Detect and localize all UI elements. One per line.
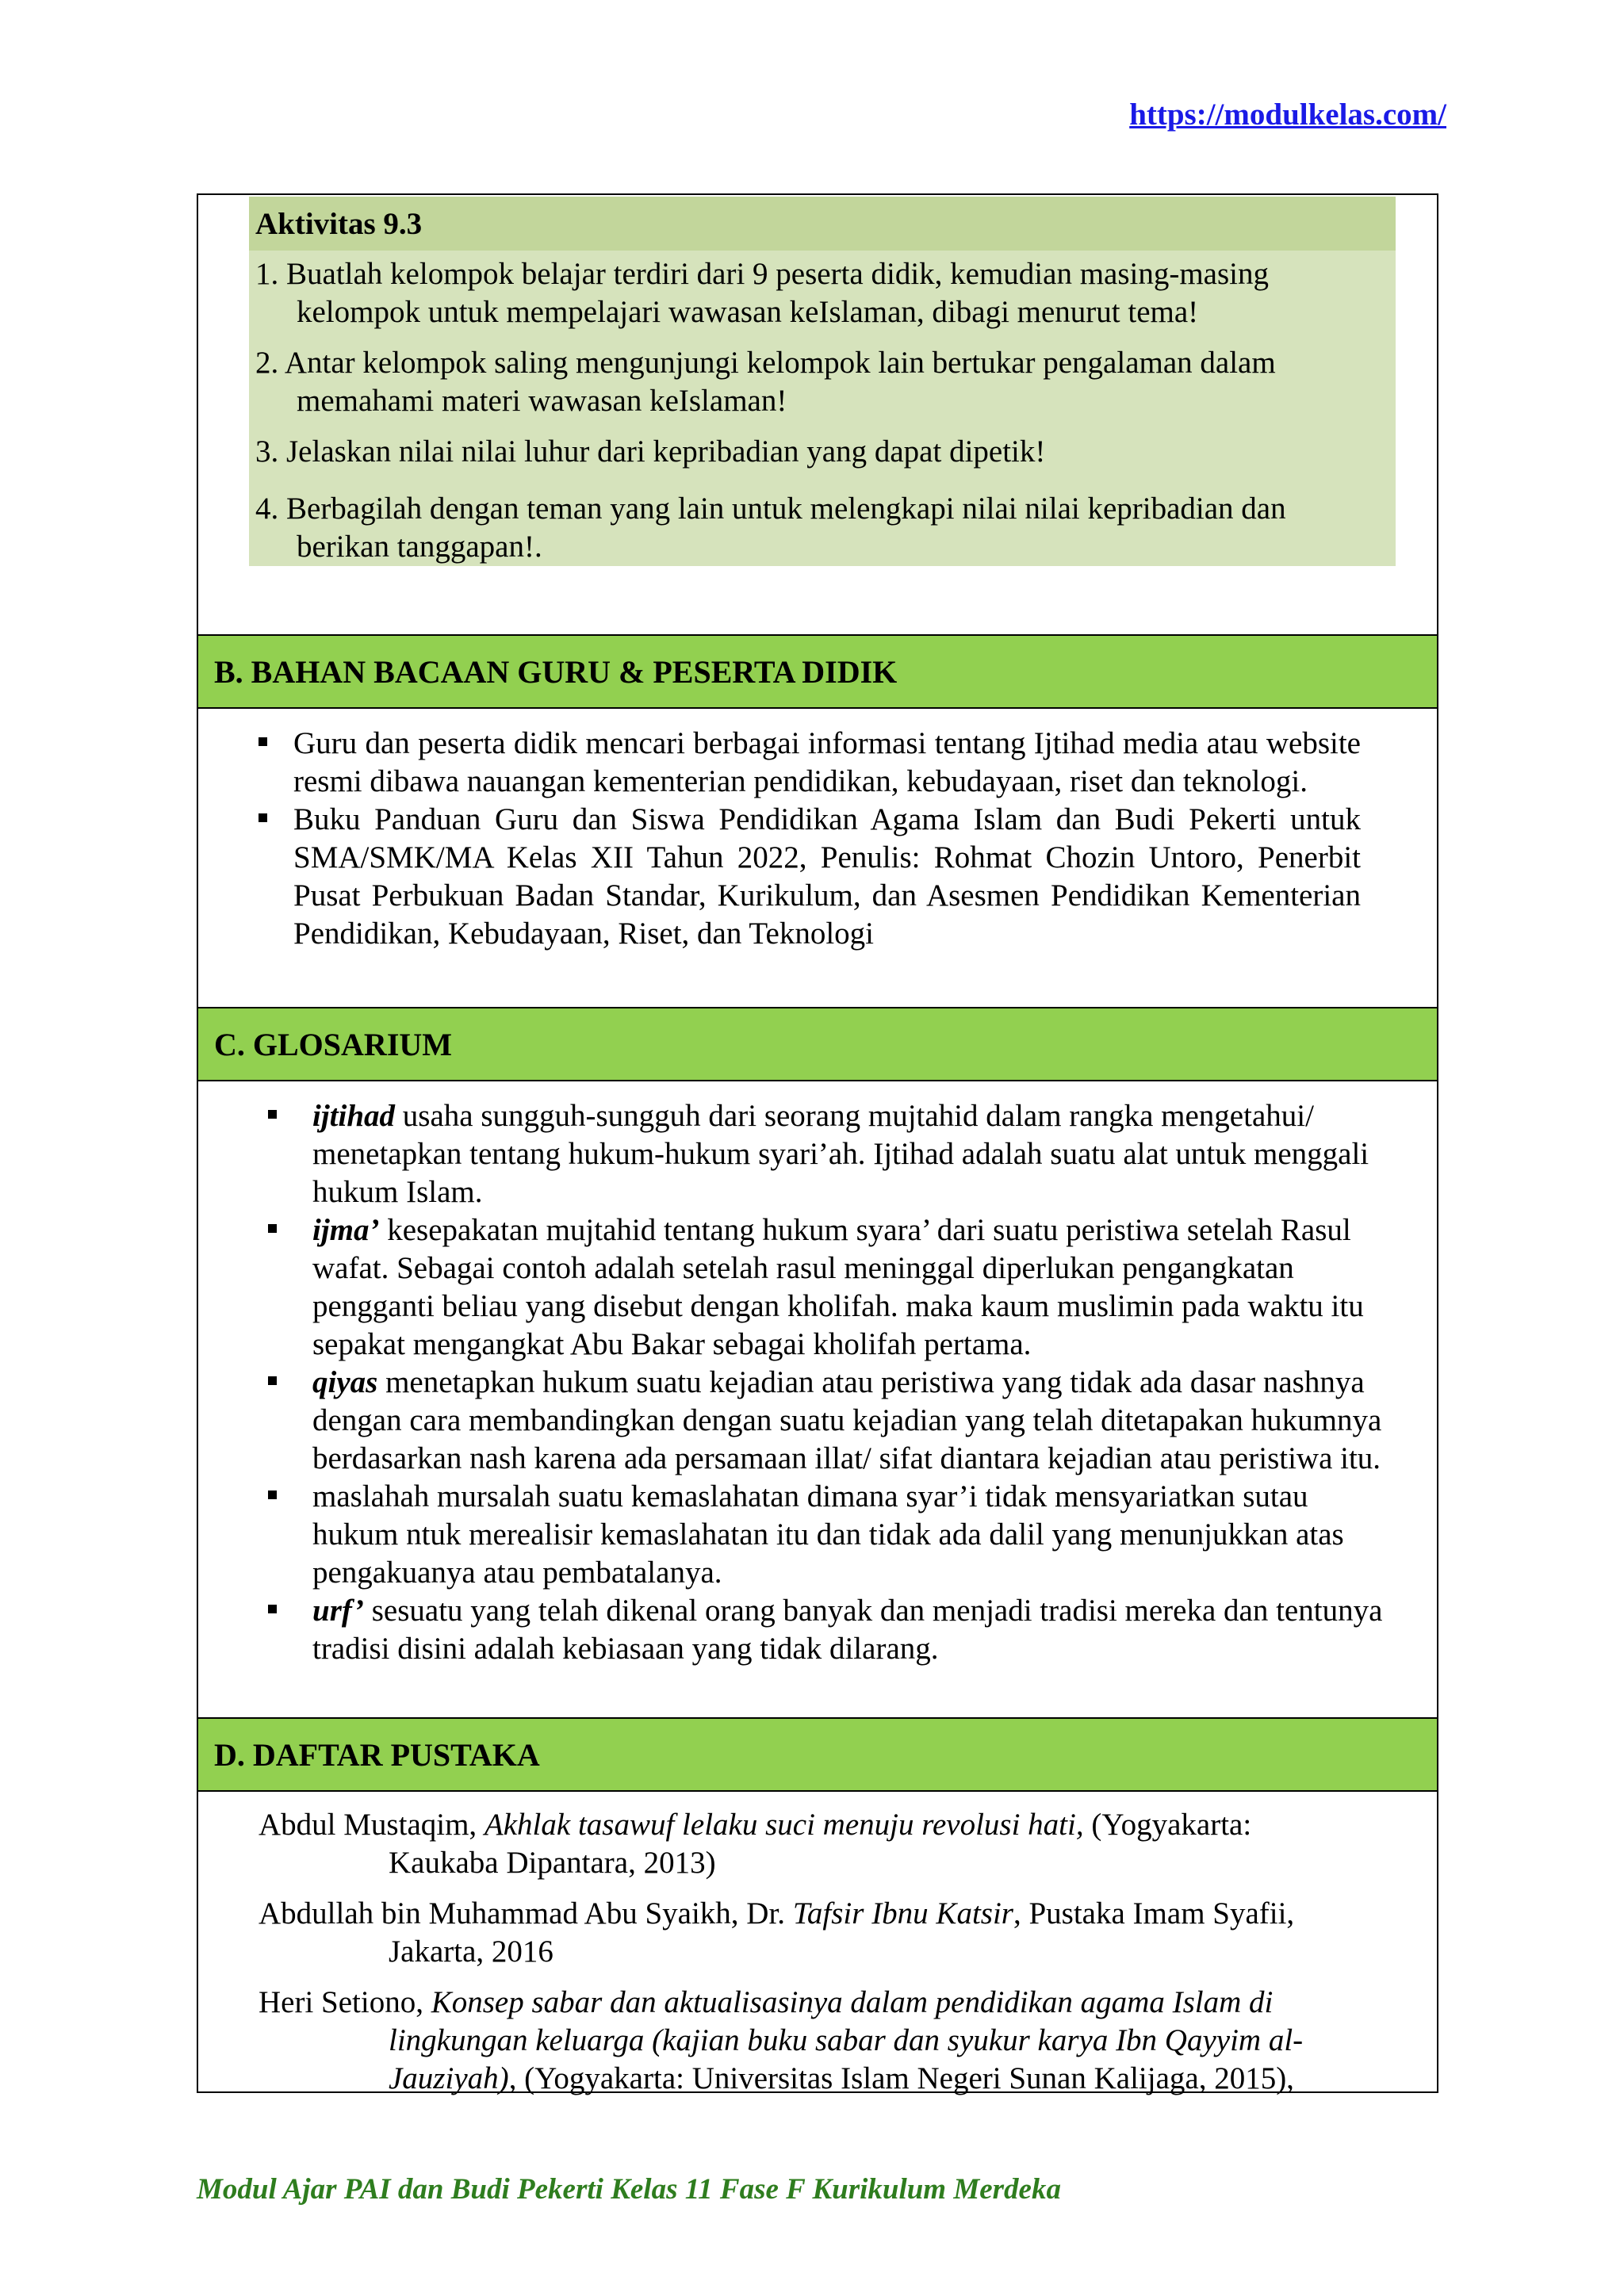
reference-entry <box>259 1895 1372 1971</box>
bullet-square-icon <box>268 1605 277 1613</box>
reference-publisher: , Pustaka Imam Syafii, <box>1013 1896 1295 1931</box>
footer-text: Modul Ajar PAI dan Budi Pekerti Kelas 11 Fase F Kurikulum Merdeka <box>197 2173 1061 2206</box>
module-table <box>197 193 1438 2093</box>
reading-item <box>293 725 1361 801</box>
reference-entry <box>259 1806 1372 1882</box>
bullet-square-icon <box>268 1490 277 1499</box>
glossary-definition: kesepakatan mujtahid tentang hukum syara’ dari suatu peristiwa setelah Rasul wafat. Sebagai contoh adalah setelah rasul meninggal diperlukan pengangkatan pengganti beliau yang disebut dengan kholifah. maka kaum muslimin pada waktu itu sepakat mengangkat Abu Bakar sebagai kholifah pertama. <box>312 1213 1364 1361</box>
glossary-definition: sesuatu yang telah dikenal orang banyak dan menjadi tradisi mereka dan tentunya tradisi disini adalah kebiasaan yang tidak dilarang. <box>312 1594 1383 1666</box>
section-d-header <box>198 1717 1437 1792</box>
glossary-term: urf’ <box>312 1594 364 1628</box>
reading-item-text: Guru dan peserta didik mencari berbagai informasi tentang Ijtihad media atau website resmi dibawa nauangan kementerian pendidikan, kebudayaan, riset dan teknologi. <box>293 726 1361 798</box>
activity-item-line: memahami materi wawasan keIslaman! <box>297 384 787 418</box>
glossary-definition: usaha sungguh-sungguh dari seorang mujtahid dalam rangka mengetahui/ menetapkan tentang hukum-hukum syari’ah. Ijtihad adalah suatu alat untuk menggali hukum Islam. <box>312 1099 1369 1209</box>
activity-item <box>255 255 1381 331</box>
glossary-term: ijtihad <box>312 1099 396 1133</box>
glossary-term: ijma’ <box>312 1213 380 1247</box>
activity-item-line: 2. Antar kelompok saling mengunjungi kelompok lain bertukar pengalaman dalam <box>255 346 1276 380</box>
reference-publisher: Jakarta, 2016 <box>389 1934 553 1969</box>
reference-title: Jauziyah), <box>389 2061 517 2095</box>
section-c-header <box>198 1007 1437 1081</box>
reference-entry <box>259 1984 1372 2098</box>
activity-item <box>255 490 1381 566</box>
reference-title: Akhlak tasawuf lelaku suci menuju revolusi hati, <box>484 1808 1084 1842</box>
activity-box <box>249 197 1396 566</box>
reading-item-text: Buku Panduan Guru dan Siswa Pendidikan Agama Islam dan Budi Pekerti untuk SMA/SMK/MA Kelas XII Tahun 2022, Penulis: Rohmat Chozin Untoro, Penerbit Pusat Perbukuan Badan Standar, Kurikulum, dan Asesmen Pendidikan Kementerian Pendidikan, Kebudayaan, Riset, dan Teknologi <box>293 802 1361 951</box>
activity-item <box>255 433 1381 471</box>
glossary-term: qiyas <box>312 1365 378 1399</box>
reference-title: Konsep sabar dan aktualisasinya dalam pendidikan agama Islam di <box>431 1985 1274 2019</box>
glossary-item <box>312 1211 1391 1364</box>
activity-item-line: 3. Jelaskan nilai nilai luhur dari kepribadian yang dapat dipetik! <box>255 434 1046 469</box>
glossary-definition: menetapkan hukum suatu kejadian atau peristiwa yang tidak ada dasar nashnya dengan cara membandingkan dengan suatu kejadian yang telah ditetapakan hukumnya berdasarkan nash karena ada persamaan illat/ sifat diantara kejadian atau peristiwa itu. <box>312 1365 1382 1475</box>
header-url-link[interactable]: https://modulkelas.com/ <box>1129 98 1446 132</box>
reference-publisher: Kaukaba Dipantara, 2013) <box>389 1846 716 1880</box>
activity-item-line: 4. Berbagilah dengan teman yang lain untuk melengkapi nilai nilai kepribadian dan <box>255 492 1286 526</box>
activity-item-line: kelompok untuk mempelajari wawasan keIslaman, dibagi menurut tema! <box>297 295 1199 329</box>
glossary-item <box>312 1478 1391 1592</box>
reference-author: Heri Setiono, <box>259 1985 431 2019</box>
section-d-title: D. DAFTAR PUSTAKA <box>214 1736 540 1773</box>
bullet-square-icon <box>268 1110 277 1119</box>
section-c-title: C. GLOSARIUM <box>214 1026 453 1062</box>
reference-publisher: (Yogyakarta: Universitas Islam Negeri Sunan Kalijaga, 2015), <box>516 2061 1294 2095</box>
bullet-square-icon <box>268 1224 277 1233</box>
reference-author: Abdullah bin Muhammad Abu Syaikh, Dr. <box>259 1896 793 1931</box>
section-c-content <box>198 1088 1437 1722</box>
activity-item <box>255 344 1381 420</box>
activity-title: Aktivitas 9.3 <box>249 197 1396 251</box>
reference-publisher: (Yogyakarta: <box>1083 1808 1252 1842</box>
reference-title: Tafsir Ibnu Katsir <box>792 1896 1013 1931</box>
bullet-square-icon <box>268 1376 277 1385</box>
section-b-title: B. BAHAN BACAAN GURU & PESERTA DIDIK <box>214 653 898 690</box>
activity-item-line: berikan tanggapan!. <box>297 530 542 564</box>
section-b-header <box>198 634 1437 709</box>
activity-item-line: 1. Buatlah kelompok belajar terdiri dari 9 peserta didik, kemudian masing-masing <box>255 257 1269 291</box>
bullet-square-icon <box>259 813 267 822</box>
reading-item <box>293 801 1361 953</box>
glossary-item <box>312 1592 1391 1668</box>
reference-title: lingkungan keluarga (kajian buku sabar dan syukur karya Ibn Qayyim al- <box>389 2023 1304 2057</box>
bullet-square-icon <box>259 737 267 746</box>
reference-author: Abdul Mustaqim, <box>259 1808 485 1842</box>
glossary-definition: maslahah mursalah suatu kemaslahatan dimana syar’i tidak mensyariatkan sutau hukum ntuk merealisir kemaslahatan itu dan tidak ada dalil yang menunjukkan atas pengakuanya atau pembatalanya. <box>312 1479 1344 1590</box>
glossary-item <box>312 1097 1391 1211</box>
section-d-content <box>198 1798 1437 2095</box>
glossary-item <box>312 1364 1391 1478</box>
